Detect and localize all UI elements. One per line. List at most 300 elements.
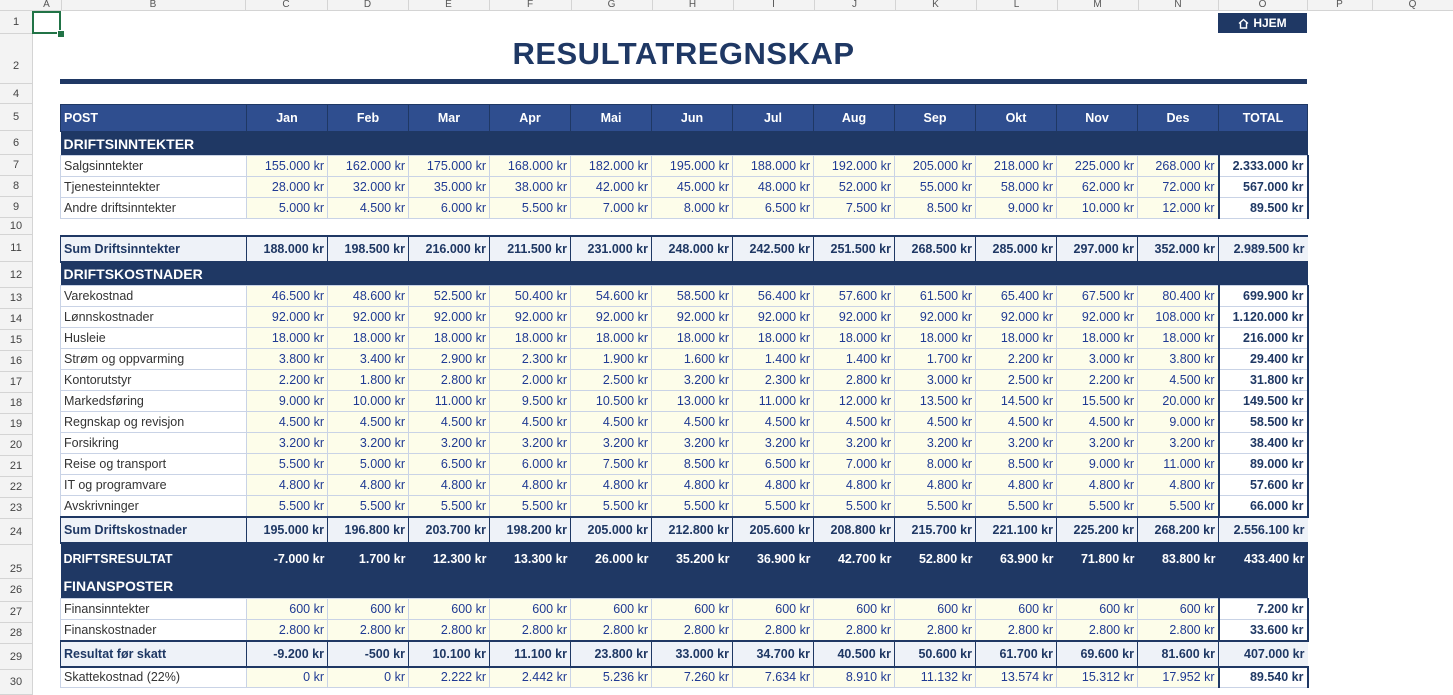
row-header-14[interactable]: 14: [0, 309, 32, 330]
value-cell[interactable]: 42.700 kr: [814, 543, 895, 575]
total-cell[interactable]: 66.000 kr: [1219, 496, 1308, 517]
value-cell[interactable]: 2.800 kr: [652, 620, 733, 641]
value-cell[interactable]: 4.500 kr: [1138, 370, 1219, 391]
value-cell[interactable]: 4.800 kr: [328, 475, 409, 496]
value-cell[interactable]: 168.000 kr: [490, 156, 571, 177]
value-cell[interactable]: 3.200 kr: [247, 433, 328, 454]
value-cell[interactable]: 2.222 kr: [409, 667, 490, 688]
row-label[interactable]: DRIFTSRESULTAT: [61, 543, 247, 575]
value-cell[interactable]: 2.800 kr: [1057, 620, 1138, 641]
value-cell[interactable]: 4.500 kr: [490, 412, 571, 433]
value-cell[interactable]: 4.800 kr: [733, 475, 814, 496]
value-cell[interactable]: 63.900 kr: [976, 543, 1057, 575]
value-cell[interactable]: Jan: [247, 105, 328, 132]
column-header-d[interactable]: D: [327, 0, 409, 10]
value-cell[interactable]: 6.000 kr: [409, 198, 490, 219]
value-cell[interactable]: 92.000 kr: [733, 307, 814, 328]
value-cell[interactable]: 2.442 kr: [490, 667, 571, 688]
value-cell[interactable]: 3.200 kr: [571, 433, 652, 454]
value-cell[interactable]: 3.200 kr: [652, 433, 733, 454]
row-header-5[interactable]: 5: [0, 104, 32, 131]
value-cell[interactable]: 6.500 kr: [733, 454, 814, 475]
row-header-6[interactable]: 6: [0, 131, 32, 155]
value-cell[interactable]: 81.600 kr: [1138, 641, 1219, 667]
value-cell[interactable]: 188.000 kr: [733, 156, 814, 177]
value-cell[interactable]: 18.000 kr: [1057, 328, 1138, 349]
value-cell[interactable]: 46.500 kr: [247, 286, 328, 307]
value-cell[interactable]: 2.500 kr: [976, 370, 1057, 391]
row-header-9[interactable]: 9: [0, 197, 32, 218]
value-cell[interactable]: 7.000 kr: [571, 198, 652, 219]
total-cell[interactable]: 33.600 kr: [1219, 620, 1308, 641]
value-cell[interactable]: 2.300 kr: [733, 370, 814, 391]
total-cell[interactable]: 7.200 kr: [1219, 599, 1308, 620]
value-cell[interactable]: 4.800 kr: [490, 475, 571, 496]
value-cell[interactable]: 92.000 kr: [409, 307, 490, 328]
value-cell[interactable]: 4.800 kr: [1057, 475, 1138, 496]
column-header-m[interactable]: M: [1057, 0, 1139, 10]
column-header-j[interactable]: J: [814, 0, 896, 10]
value-cell[interactable]: 52.500 kr: [409, 286, 490, 307]
row-label[interactable]: Avskrivninger: [61, 496, 247, 517]
value-cell[interactable]: 9.000 kr: [1138, 412, 1219, 433]
value-cell[interactable]: 2.200 kr: [976, 349, 1057, 370]
value-cell[interactable]: 268.500 kr: [895, 236, 976, 262]
value-cell[interactable]: 5.500 kr: [733, 496, 814, 517]
value-cell[interactable]: 2.800 kr: [976, 620, 1057, 641]
value-cell[interactable]: 92.000 kr: [895, 307, 976, 328]
row-label[interactable]: Markedsføring: [61, 391, 247, 412]
row-label[interactable]: Sum Driftsinntekter: [61, 236, 247, 262]
value-cell[interactable]: 4.500 kr: [328, 198, 409, 219]
value-cell[interactable]: 32.000 kr: [328, 177, 409, 198]
value-cell[interactable]: 15.312 kr: [1057, 667, 1138, 688]
value-cell[interactable]: 52.000 kr: [814, 177, 895, 198]
total-cell[interactable]: 89.500 kr: [1219, 198, 1308, 219]
value-cell[interactable]: 92.000 kr: [976, 307, 1057, 328]
value-cell[interactable]: 65.400 kr: [976, 286, 1057, 307]
value-cell[interactable]: 3.200 kr: [1138, 433, 1219, 454]
value-cell[interactable]: 71.800 kr: [1057, 543, 1138, 575]
value-cell[interactable]: 3.200 kr: [976, 433, 1057, 454]
value-cell[interactable]: 13.000 kr: [652, 391, 733, 412]
value-cell[interactable]: 15.500 kr: [1057, 391, 1138, 412]
spacer-cell[interactable]: [61, 219, 1308, 236]
value-cell[interactable]: 5.500 kr: [976, 496, 1057, 517]
total-cell[interactable]: 2.989.500 kr: [1219, 236, 1308, 262]
value-cell[interactable]: 83.800 kr: [1138, 543, 1219, 575]
row-header-15[interactable]: 15: [0, 330, 32, 351]
value-cell[interactable]: 175.000 kr: [409, 156, 490, 177]
value-cell[interactable]: 92.000 kr: [490, 307, 571, 328]
value-cell[interactable]: Des: [1138, 105, 1219, 132]
row-header-2[interactable]: 2: [0, 34, 32, 84]
value-cell[interactable]: 9.500 kr: [490, 391, 571, 412]
row-header-4[interactable]: 4: [0, 84, 32, 104]
value-cell[interactable]: 17.952 kr: [1138, 667, 1219, 688]
value-cell[interactable]: 67.500 kr: [1057, 286, 1138, 307]
value-cell[interactable]: 600 kr: [814, 599, 895, 620]
row-header-27[interactable]: 27: [0, 602, 32, 623]
value-cell[interactable]: 18.000 kr: [652, 328, 733, 349]
total-cell[interactable]: 1.120.000 kr: [1219, 307, 1308, 328]
value-cell[interactable]: 2.200 kr: [247, 370, 328, 391]
value-cell[interactable]: 6.500 kr: [733, 198, 814, 219]
value-cell[interactable]: Jun: [652, 105, 733, 132]
value-cell[interactable]: 4.500 kr: [814, 412, 895, 433]
value-cell[interactable]: 3.200 kr: [1057, 433, 1138, 454]
row-label[interactable]: Husleie: [61, 328, 247, 349]
column-header-e[interactable]: E: [408, 0, 490, 10]
row-header-8[interactable]: 8: [0, 176, 32, 197]
value-cell[interactable]: 11.000 kr: [1138, 454, 1219, 475]
value-cell[interactable]: 11.000 kr: [409, 391, 490, 412]
column-header-a[interactable]: A: [32, 0, 62, 10]
value-cell[interactable]: 5.500 kr: [1138, 496, 1219, 517]
value-cell[interactable]: 182.000 kr: [571, 156, 652, 177]
value-cell[interactable]: Feb: [328, 105, 409, 132]
value-cell[interactable]: 268.200 kr: [1138, 517, 1219, 543]
row-header-19[interactable]: 19: [0, 414, 32, 435]
value-cell[interactable]: Apr: [490, 105, 571, 132]
value-cell[interactable]: 216.000 kr: [409, 236, 490, 262]
value-cell[interactable]: 4.500 kr: [1057, 412, 1138, 433]
value-cell[interactable]: 14.500 kr: [976, 391, 1057, 412]
value-cell[interactable]: 8.910 kr: [814, 667, 895, 688]
value-cell[interactable]: 4.500 kr: [409, 412, 490, 433]
column-header-l[interactable]: L: [976, 0, 1058, 10]
row-header-13[interactable]: 13: [0, 288, 32, 309]
value-cell[interactable]: 2.800 kr: [895, 620, 976, 641]
value-cell[interactable]: 33.000 kr: [652, 641, 733, 667]
column-header-g[interactable]: G: [571, 0, 653, 10]
value-cell[interactable]: 285.000 kr: [976, 236, 1057, 262]
value-cell[interactable]: 10.000 kr: [1057, 198, 1138, 219]
value-cell[interactable]: 5.500 kr: [1057, 496, 1138, 517]
total-cell[interactable]: 433.400 kr: [1219, 543, 1308, 575]
value-cell[interactable]: 9.000 kr: [1057, 454, 1138, 475]
value-cell[interactable]: 3.000 kr: [895, 370, 976, 391]
value-cell[interactable]: 196.800 kr: [328, 517, 409, 543]
row-label[interactable]: Strøm og oppvarming: [61, 349, 247, 370]
value-cell[interactable]: 18.000 kr: [895, 328, 976, 349]
value-cell[interactable]: 92.000 kr: [247, 307, 328, 328]
value-cell[interactable]: 5.000 kr: [328, 454, 409, 475]
value-cell[interactable]: 205.000 kr: [895, 156, 976, 177]
value-cell[interactable]: 52.800 kr: [895, 543, 976, 575]
column-header-o[interactable]: O: [1218, 0, 1308, 10]
value-cell[interactable]: 600 kr: [652, 599, 733, 620]
value-cell[interactable]: 5.500 kr: [490, 198, 571, 219]
row-header-17[interactable]: 17: [0, 372, 32, 393]
value-cell[interactable]: 5.000 kr: [247, 198, 328, 219]
value-cell[interactable]: 5.500 kr: [571, 496, 652, 517]
row-label[interactable]: Reise og transport: [61, 454, 247, 475]
row-header-20[interactable]: 20: [0, 435, 32, 456]
value-cell[interactable]: 4.800 kr: [247, 475, 328, 496]
row-header-28[interactable]: 28: [0, 623, 32, 644]
value-cell[interactable]: 36.900 kr: [733, 543, 814, 575]
value-cell[interactable]: 58.500 kr: [652, 286, 733, 307]
row-header-22[interactable]: 22: [0, 477, 32, 498]
value-cell[interactable]: 18.000 kr: [409, 328, 490, 349]
value-cell[interactable]: 215.700 kr: [895, 517, 976, 543]
total-cell[interactable]: 31.800 kr: [1219, 370, 1308, 391]
value-cell[interactable]: 38.000 kr: [490, 177, 571, 198]
value-cell[interactable]: 195.000 kr: [247, 517, 328, 543]
value-cell[interactable]: 9.000 kr: [976, 198, 1057, 219]
value-cell[interactable]: 18.000 kr: [1138, 328, 1219, 349]
value-cell[interactable]: 50.600 kr: [895, 641, 976, 667]
value-cell[interactable]: 5.500 kr: [895, 496, 976, 517]
row-label[interactable]: IT og programvare: [61, 475, 247, 496]
value-cell[interactable]: 92.000 kr: [652, 307, 733, 328]
value-cell[interactable]: 2.800 kr: [328, 620, 409, 641]
value-cell[interactable]: 2.800 kr: [814, 370, 895, 391]
value-cell[interactable]: 8.500 kr: [895, 198, 976, 219]
value-cell[interactable]: 2.300 kr: [490, 349, 571, 370]
value-cell[interactable]: 10.500 kr: [571, 391, 652, 412]
value-cell[interactable]: 69.600 kr: [1057, 641, 1138, 667]
value-cell[interactable]: 5.500 kr: [814, 496, 895, 517]
value-cell[interactable]: 40.500 kr: [814, 641, 895, 667]
value-cell[interactable]: 11.000 kr: [733, 391, 814, 412]
row-header-10[interactable]: 10: [0, 218, 32, 235]
value-cell[interactable]: -500 kr: [328, 641, 409, 667]
value-cell[interactable]: 600 kr: [733, 599, 814, 620]
value-cell[interactable]: 12.000 kr: [1138, 198, 1219, 219]
value-cell[interactable]: 54.600 kr: [571, 286, 652, 307]
row-label[interactable]: Forsikring: [61, 433, 247, 454]
column-header-q[interactable]: Q: [1372, 0, 1453, 10]
value-cell[interactable]: 352.000 kr: [1138, 236, 1219, 262]
row-label[interactable]: Skattekostnad (22%): [61, 667, 247, 688]
column-header-f[interactable]: F: [489, 0, 572, 10]
row-header-29[interactable]: 29: [0, 644, 32, 670]
value-cell[interactable]: 205.600 kr: [733, 517, 814, 543]
value-cell[interactable]: Mai: [571, 105, 652, 132]
value-cell[interactable]: 205.000 kr: [571, 517, 652, 543]
value-cell[interactable]: 2.200 kr: [1057, 370, 1138, 391]
total-cell[interactable]: 38.400 kr: [1219, 433, 1308, 454]
total-cell[interactable]: TOTAL: [1219, 105, 1308, 132]
value-cell[interactable]: 600 kr: [895, 599, 976, 620]
value-cell[interactable]: 3.200 kr: [328, 433, 409, 454]
value-cell[interactable]: 7.634 kr: [733, 667, 814, 688]
value-cell[interactable]: 3.400 kr: [328, 349, 409, 370]
value-cell[interactable]: 1.800 kr: [328, 370, 409, 391]
value-cell[interactable]: Nov: [1057, 105, 1138, 132]
row-header-21[interactable]: 21: [0, 456, 32, 477]
value-cell[interactable]: 8.500 kr: [976, 454, 1057, 475]
value-cell[interactable]: 4.800 kr: [1138, 475, 1219, 496]
value-cell[interactable]: 242.500 kr: [733, 236, 814, 262]
total-cell[interactable]: 2.556.100 kr: [1219, 517, 1308, 543]
value-cell[interactable]: 5.500 kr: [409, 496, 490, 517]
row-header-1[interactable]: 1: [0, 11, 32, 34]
value-cell[interactable]: 1.600 kr: [652, 349, 733, 370]
value-cell[interactable]: 48.600 kr: [328, 286, 409, 307]
value-cell[interactable]: 34.700 kr: [733, 641, 814, 667]
value-cell[interactable]: 1.400 kr: [733, 349, 814, 370]
row-label[interactable]: Lønnskostnader: [61, 307, 247, 328]
row-header-12[interactable]: 12: [0, 262, 32, 288]
value-cell[interactable]: 23.800 kr: [571, 641, 652, 667]
value-cell[interactable]: 600 kr: [247, 599, 328, 620]
value-cell[interactable]: 600 kr: [1138, 599, 1219, 620]
total-cell[interactable]: 29.400 kr: [1219, 349, 1308, 370]
value-cell[interactable]: Aug: [814, 105, 895, 132]
value-cell[interactable]: 8.000 kr: [895, 454, 976, 475]
value-cell[interactable]: 18.000 kr: [490, 328, 571, 349]
value-cell[interactable]: 5.500 kr: [652, 496, 733, 517]
value-cell[interactable]: 62.000 kr: [1057, 177, 1138, 198]
value-cell[interactable]: 28.000 kr: [247, 177, 328, 198]
value-cell[interactable]: 2.800 kr: [490, 620, 571, 641]
value-cell[interactable]: 1.700 kr: [328, 543, 409, 575]
value-cell[interactable]: 92.000 kr: [328, 307, 409, 328]
row-header-18[interactable]: 18: [0, 393, 32, 414]
value-cell[interactable]: 13.500 kr: [895, 391, 976, 412]
row-header-23[interactable]: 23: [0, 498, 32, 519]
value-cell[interactable]: 0 kr: [247, 667, 328, 688]
row-label[interactable]: Kontorutstyr: [61, 370, 247, 391]
value-cell[interactable]: Okt: [976, 105, 1057, 132]
value-cell[interactable]: 5.500 kr: [247, 454, 328, 475]
value-cell[interactable]: 13.300 kr: [490, 543, 571, 575]
home-button[interactable]: [1218, 13, 1307, 33]
value-cell[interactable]: 58.000 kr: [976, 177, 1057, 198]
value-cell[interactable]: 208.800 kr: [814, 517, 895, 543]
value-cell[interactable]: 4.800 kr: [571, 475, 652, 496]
value-cell[interactable]: 18.000 kr: [247, 328, 328, 349]
value-cell[interactable]: 4.800 kr: [895, 475, 976, 496]
value-cell[interactable]: 600 kr: [571, 599, 652, 620]
column-header-n[interactable]: N: [1138, 0, 1219, 10]
value-cell[interactable]: 2.800 kr: [733, 620, 814, 641]
value-cell[interactable]: 600 kr: [1057, 599, 1138, 620]
value-cell[interactable]: 6.000 kr: [490, 454, 571, 475]
value-cell[interactable]: 2.800 kr: [409, 620, 490, 641]
value-cell[interactable]: 3.200 kr: [895, 433, 976, 454]
value-cell[interactable]: 2.900 kr: [409, 349, 490, 370]
row-header-11[interactable]: 11: [0, 235, 32, 262]
value-cell[interactable]: 195.000 kr: [652, 156, 733, 177]
value-cell[interactable]: 2.500 kr: [571, 370, 652, 391]
value-cell[interactable]: 5.500 kr: [490, 496, 571, 517]
value-cell[interactable]: 48.000 kr: [733, 177, 814, 198]
value-cell[interactable]: 3.200 kr: [409, 433, 490, 454]
value-cell[interactable]: 198.200 kr: [490, 517, 571, 543]
value-cell[interactable]: Jul: [733, 105, 814, 132]
value-cell[interactable]: 42.000 kr: [571, 177, 652, 198]
value-cell[interactable]: 35.200 kr: [652, 543, 733, 575]
column-header-p[interactable]: P: [1307, 0, 1373, 10]
value-cell[interactable]: 72.000 kr: [1138, 177, 1219, 198]
value-cell[interactable]: 4.500 kr: [571, 412, 652, 433]
value-cell[interactable]: 12.000 kr: [814, 391, 895, 412]
value-cell[interactable]: 11.100 kr: [490, 641, 571, 667]
value-cell[interactable]: 61.700 kr: [976, 641, 1057, 667]
value-cell[interactable]: 198.500 kr: [328, 236, 409, 262]
value-cell[interactable]: 56.400 kr: [733, 286, 814, 307]
value-cell[interactable]: 45.000 kr: [652, 177, 733, 198]
value-cell[interactable]: 5.236 kr: [571, 667, 652, 688]
row-label[interactable]: Regnskap og revisjon: [61, 412, 247, 433]
value-cell[interactable]: 4.500 kr: [247, 412, 328, 433]
row-header-30[interactable]: 30: [0, 670, 32, 695]
value-cell[interactable]: 211.500 kr: [490, 236, 571, 262]
row-label[interactable]: Varekostnad: [61, 286, 247, 307]
row-header-7[interactable]: 7: [0, 155, 32, 176]
value-cell[interactable]: 5.500 kr: [328, 496, 409, 517]
value-cell[interactable]: 5.500 kr: [247, 496, 328, 517]
value-cell[interactable]: 600 kr: [328, 599, 409, 620]
row-label[interactable]: Finansinntekter: [61, 599, 247, 620]
value-cell[interactable]: 4.800 kr: [976, 475, 1057, 496]
value-cell[interactable]: 18.000 kr: [733, 328, 814, 349]
value-cell[interactable]: 162.000 kr: [328, 156, 409, 177]
row-header-26[interactable]: 26: [0, 579, 32, 602]
value-cell[interactable]: 268.000 kr: [1138, 156, 1219, 177]
column-header-k[interactable]: K: [895, 0, 977, 10]
value-cell[interactable]: 203.700 kr: [409, 517, 490, 543]
row-label[interactable]: POST: [61, 105, 247, 132]
value-cell[interactable]: 4.800 kr: [814, 475, 895, 496]
value-cell[interactable]: 1.400 kr: [814, 349, 895, 370]
total-cell[interactable]: 2.333.000 kr: [1219, 156, 1308, 177]
value-cell[interactable]: 2.800 kr: [814, 620, 895, 641]
row-label[interactable]: Sum Driftskostnader: [61, 517, 247, 543]
total-cell[interactable]: 699.900 kr: [1219, 286, 1308, 307]
value-cell[interactable]: -7.000 kr: [247, 543, 328, 575]
value-cell[interactable]: 251.500 kr: [814, 236, 895, 262]
value-cell[interactable]: 600 kr: [976, 599, 1057, 620]
value-cell[interactable]: 92.000 kr: [814, 307, 895, 328]
value-cell[interactable]: 7.500 kr: [571, 454, 652, 475]
value-cell[interactable]: 20.000 kr: [1138, 391, 1219, 412]
value-cell[interactable]: 155.000 kr: [247, 156, 328, 177]
value-cell[interactable]: 11.132 kr: [895, 667, 976, 688]
value-cell[interactable]: 57.600 kr: [814, 286, 895, 307]
column-header-c[interactable]: C: [245, 0, 328, 10]
total-cell[interactable]: 149.500 kr: [1219, 391, 1308, 412]
value-cell[interactable]: 2.000 kr: [490, 370, 571, 391]
value-cell[interactable]: 26.000 kr: [571, 543, 652, 575]
value-cell[interactable]: -9.200 kr: [247, 641, 328, 667]
row-label[interactable]: Tjenesteinntekter: [61, 177, 247, 198]
value-cell[interactable]: 4.500 kr: [328, 412, 409, 433]
value-cell[interactable]: 4.500 kr: [976, 412, 1057, 433]
value-cell[interactable]: 18.000 kr: [976, 328, 1057, 349]
value-cell[interactable]: Sep: [895, 105, 976, 132]
value-cell[interactable]: 297.000 kr: [1057, 236, 1138, 262]
value-cell[interactable]: 108.000 kr: [1138, 307, 1219, 328]
value-cell[interactable]: 8.500 kr: [652, 454, 733, 475]
value-cell[interactable]: 61.500 kr: [895, 286, 976, 307]
value-cell[interactable]: 8.000 kr: [652, 198, 733, 219]
value-cell[interactable]: 4.500 kr: [895, 412, 976, 433]
value-cell[interactable]: 188.000 kr: [247, 236, 328, 262]
total-cell[interactable]: 407.000 kr: [1219, 641, 1308, 667]
total-cell[interactable]: 89.000 kr: [1219, 454, 1308, 475]
value-cell[interactable]: 12.300 kr: [409, 543, 490, 575]
value-cell[interactable]: 92.000 kr: [571, 307, 652, 328]
value-cell[interactable]: 18.000 kr: [571, 328, 652, 349]
value-cell[interactable]: 55.000 kr: [895, 177, 976, 198]
total-cell[interactable]: 89.540 kr: [1219, 667, 1308, 688]
value-cell[interactable]: 3.000 kr: [1057, 349, 1138, 370]
